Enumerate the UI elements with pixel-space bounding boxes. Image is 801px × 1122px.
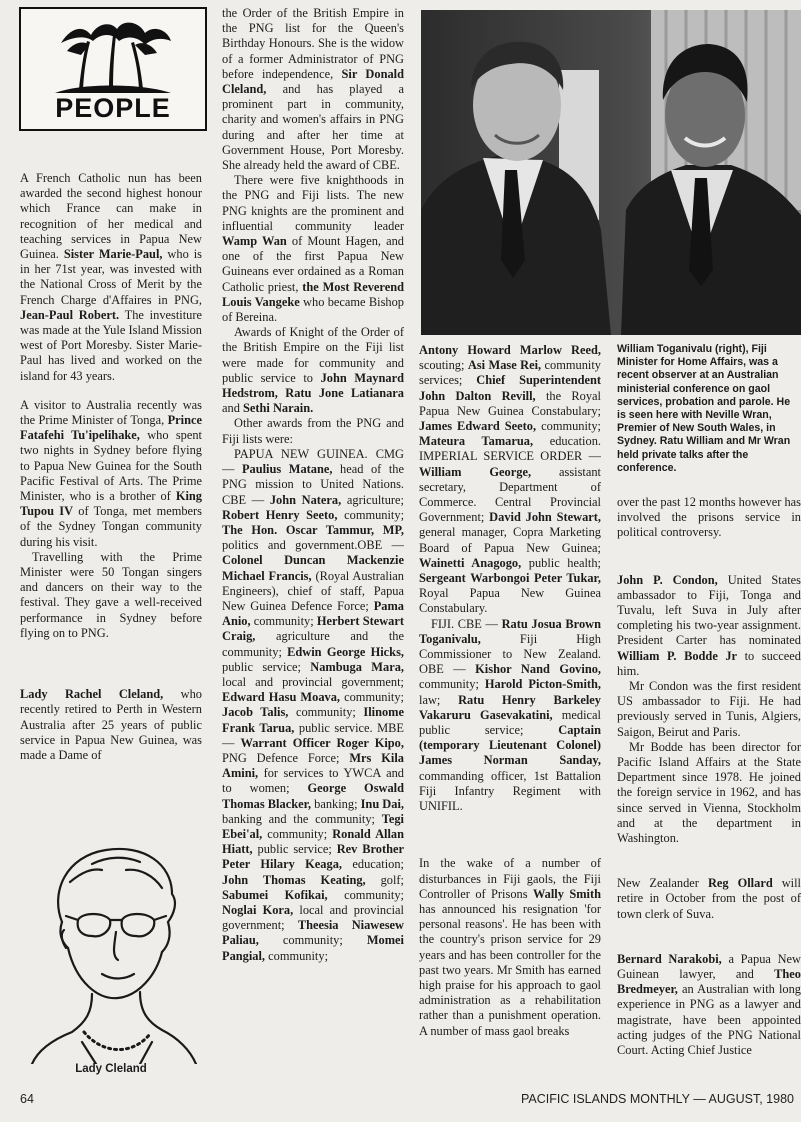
article-fiji-prisons-cont	[617, 495, 801, 541]
article-tonga-pm-cont	[20, 550, 202, 641]
body-text: community;	[340, 690, 404, 705]
name-highlight: William P. Bodde Jr	[617, 648, 738, 663]
name-highlight: Mateura Tamarua,	[419, 434, 534, 449]
body-text: Other awards from the PNG and Fiji lists were:	[222, 416, 404, 446]
name-highlight: Bernard Narakobi,	[617, 951, 722, 966]
name-highlight: Herbert Stewart Craig,	[222, 614, 404, 644]
name-highlight: Jacob Talis,	[222, 705, 289, 720]
name-highlight: Harold Picton-Smith,	[484, 677, 601, 692]
column-3	[419, 343, 601, 1088]
body-text: and	[222, 401, 243, 416]
body-text: Mr Condon was the first resident US ambassador to Fiji. He had previously served in Tunis, Algiers, Saigon, Beirut and Paris.	[617, 679, 801, 739]
name-highlight: Ratu Henry Barkeley Vakaruru Gasevakatini,	[419, 692, 601, 722]
body-text: of Tonga, met members of the Sydney Tongan community during his visit.	[20, 504, 202, 549]
name-highlight: Robert Henry Seeto,	[222, 507, 338, 522]
body-text: public service;	[252, 842, 337, 857]
section-header	[19, 7, 207, 131]
body-text: assistant secretary, Department of Commerce. Central Provincial Government;	[419, 464, 601, 525]
body-text: banking and the community;	[222, 811, 382, 826]
name-highlight: William George,	[419, 464, 532, 479]
article-condon	[617, 679, 801, 740]
page-number: 64	[20, 1092, 34, 1106]
name-highlight: Tegi Ebei'al,	[222, 811, 404, 841]
body-text: PAPUA NEW GUINEA. CMG —	[222, 446, 404, 477]
body-text: United States ambassador to Fiji, Tonga and Tuvalu, left Suva in July after completing his two-year assignment. President Carter has nominated	[617, 572, 801, 648]
name-highlight: John Natera,	[269, 492, 342, 507]
name-highlight: Reg Ollard	[707, 876, 773, 891]
body-text: who recently retired to Perth in Western Australia after 25 years of public service in Papua New Guinea, was made a Dame of	[20, 687, 202, 762]
body-text: Royal Papua New Guinea Constabulary.	[419, 586, 601, 616]
column-1	[20, 171, 202, 836]
body-text: education. IMPERIAL SERVICE ORDER —	[419, 434, 601, 464]
name-highlight: Nambuga Mara,	[310, 659, 404, 674]
column-2	[222, 6, 404, 1086]
name-highlight: Edwin George Hicks,	[287, 644, 404, 659]
body-text: FIJI. CBE —	[431, 616, 502, 631]
name-highlight: James Edward Seeto,	[419, 419, 537, 434]
name-highlight: John P. Condon,	[617, 572, 718, 587]
body-text: scouting;	[419, 358, 468, 373]
body-text: community;	[337, 507, 404, 522]
body-text: golf;	[365, 872, 404, 887]
body-text: The investiture was made at the Yule Island Mission west of Port Moresby. Sister Marie-Paul has lived and worked on the island for 43 years.	[20, 307, 202, 383]
name-highlight: Pama Anio,	[222, 598, 404, 629]
article-ollard	[617, 876, 801, 922]
body-text: to succeed him.	[617, 648, 801, 678]
body-text: local and provincial government;	[222, 674, 404, 689]
name-highlight: John Thomas Keating,	[222, 872, 366, 887]
body-text: community;	[250, 614, 317, 629]
name-highlight: Sir Donald Cleland,	[222, 66, 404, 97]
name-highlight: Wainetti Anagogo,	[419, 555, 522, 570]
body-text: education;	[341, 857, 404, 872]
name-highlight: Antony Howard Marlow Reed,	[419, 343, 601, 357]
article-judges	[617, 952, 801, 1058]
article-fiji-knights	[222, 325, 404, 416]
name-highlight: David John Stewart,	[489, 510, 601, 525]
body-text: for services to YWCA and to women;	[222, 766, 404, 796]
body-text: community;	[327, 887, 404, 902]
name-highlight: Ronald Allan Hiatt,	[222, 826, 404, 857]
body-text: public service. MBE —	[222, 720, 404, 750]
name-highlight: Warrant Officer Roger Kipo,	[240, 735, 404, 750]
name-highlight: Rev Brother Peter Hilary Keaga,	[222, 842, 404, 872]
body-text: an Australian with long experience in PNG as a lawyer and magistrate, have been appointed acting judges of the PNG National Court. Acting Chief Justice	[617, 982, 801, 1058]
photo-caption: William Toganivalu (right), Fiji Minister for Home Affairs, was a recent observer at an Australian ministerial conference on gaol services, probation and parole. He is seen here with Neville Wran, Premier of New South Wales, in Sydney. Ratu William and Mr Wran held private talks after the conference.	[617, 343, 791, 474]
body-text: commanding officer, 1st Battalion Fiji Infantry Regiment with UNIFIL.	[419, 768, 601, 814]
body-text: head of the PNG mission to United Nations. CBE —	[222, 462, 404, 507]
name-highlight: George Oswald Thomas Blacker,	[222, 781, 404, 811]
name-highlight: Prince Fatafehi Tu'ipelihake,	[20, 413, 202, 443]
publication-footer: PACIFIC ISLANDS MONTHLY — AUGUST, 1980	[521, 1092, 794, 1106]
column-4	[617, 495, 801, 1088]
name-highlight: the Most Reverend Louis Vangeke	[222, 279, 404, 309]
article-png-awards	[222, 447, 404, 964]
name-highlight: John Maynard Hedstrom, Ratu Jone Latianara	[222, 370, 404, 401]
body-text: agriculture and the community;	[222, 629, 404, 659]
lady-cleland-sketch	[22, 842, 200, 1064]
article-us-ambassador	[617, 573, 801, 679]
body-text: There were five knighthoods in the PNG and Fiji lists. The new PNG knights are the prominent and influential community leader	[222, 173, 404, 233]
name-highlight: Jean-Paul Robert.	[20, 307, 120, 322]
name-highlight: Chief Superintendent John Dalton Revill,	[419, 373, 601, 403]
article-french-nun	[20, 171, 202, 384]
sketch-caption: Lady Cleland	[75, 1063, 147, 1075]
article-png-awards-cont	[419, 343, 601, 617]
name-highlight: Colonel Duncan Mackenzie Michael Francis,	[222, 553, 404, 583]
body-text: of Mount Hagen, and one of the first Papua New Guineans ever ordained as a Roman Catholic priest,	[222, 234, 404, 294]
name-highlight: Wamp Wan	[222, 234, 287, 249]
body-text: Mr Bodde has been director for Pacific Island Affairs at the State Department since 1978. He joined the foreign service in 1962, and has since served in Vienna, Stockholm and at the department in Washington.	[617, 739, 801, 846]
body-text: community;	[262, 826, 333, 841]
body-text: will retire in October from the post of town clerk of Suva.	[617, 876, 801, 921]
name-highlight: Paulius Matane,	[241, 462, 333, 477]
body-text: community services;	[419, 358, 601, 388]
article-lady-cleland-cont	[222, 6, 404, 173]
name-highlight: The Hon. Oscar Tammur, MP,	[222, 522, 404, 537]
name-highlight: Inu Dai,	[360, 796, 404, 811]
name-highlight: Theo Bredmeyer,	[617, 967, 801, 997]
body-text: community;	[258, 933, 367, 948]
article-knighthoods	[222, 173, 404, 325]
article-fiji-awards	[419, 617, 601, 815]
body-text: a Papua New Guinean lawyer, and	[617, 951, 801, 982]
body-text: A visitor to Australia recently was the Prime Minister of Tonga,	[20, 397, 202, 428]
body-text: medical public service;	[419, 707, 601, 738]
body-text: Travelling with the Prime Minister were 50 Tongan singers and dancers on their way to the festival. They gave a well-received performance in Sydney before flying on to PNG.	[20, 549, 202, 640]
article-bodde	[617, 740, 801, 846]
page-title: PEOPLE	[55, 93, 171, 123]
body-text: community;	[419, 677, 485, 692]
body-text: Awards of Knight of the Order of the British Empire on the Fiji list were made for community and public service to	[222, 325, 404, 385]
body-text: over the past 12 months however has involved the prisons service in political controversy.	[617, 495, 801, 540]
body-text: community;	[265, 948, 329, 963]
body-text: who is in her 71st year, was invested with the National Cross of Merit by the French Charge d'Affaires in PNG,	[20, 247, 202, 307]
body-text: public health;	[521, 555, 601, 570]
body-text: local and provincial government;	[222, 902, 404, 933]
body-text: who spent two nights in Sydney before flying to Papua New Guinea for the South Pacific Festival of Arts. The Prime Minister, who is a brother of	[20, 428, 202, 504]
name-highlight: Wally Smith	[532, 886, 601, 901]
photo-toganivalu-wran	[421, 10, 801, 335]
body-text: banking;	[311, 796, 361, 811]
name-highlight: King Tupou IV	[20, 489, 202, 519]
body-text: and has played a prominent part in community, charity and women's affairs in PNG during and after her time at Government House, Port Moresby. She already held the award of CBE.	[222, 82, 404, 173]
body-text: has announced his resignation 'for personal reasons'. He has been with the country's prison service for 29 years and has been controller for the past two years. Mr Smith has earned high praise for his approach to gaol administration as a rehabilitation rather than a punishment operation. A number of mass gaol breaks	[419, 901, 601, 1038]
body-text: the Royal Papua New Guinea Constabulary;	[419, 388, 601, 418]
body-text: community;	[536, 419, 601, 434]
photo-image	[421, 10, 801, 335]
name-highlight: Noglai Kora,	[222, 902, 294, 917]
body-text: agriculture;	[341, 492, 404, 507]
name-highlight: Mrs Kila Amini,	[222, 750, 404, 781]
name-highlight: Ilinome Frank Tarua,	[222, 705, 404, 735]
name-highlight: Captain (temporary Lieutenant Colonel) James Norman Sanday,	[419, 723, 601, 768]
body-text: politics and government.OBE —	[222, 538, 404, 553]
body-text: Fiji High Commissioner to New Zealand. OBE —	[419, 631, 601, 677]
body-text: New Zealander	[617, 876, 708, 891]
name-highlight: Sergeant Warbongoi Peter Tukar,	[419, 571, 601, 586]
body-text: public service;	[222, 659, 311, 674]
name-highlight: Lady Rachel Cleland,	[20, 687, 164, 702]
body-text: A French Catholic nun has been awarded the second highest honour which France can make in recognition of her medical and teaching services in Papua New Guinea.	[20, 171, 202, 262]
body-text: (Royal Australian Engineers), chief of staff, Papua New Guinea Defence Force;	[222, 568, 404, 613]
name-highlight: Sister Marie-Paul,	[63, 247, 163, 262]
name-highlight: Sabumei Kofikai,	[222, 887, 328, 902]
article-other-awards-intro	[222, 416, 404, 446]
name-highlight: Momei Pangial,	[222, 933, 404, 963]
palm-trees-logo	[21, 11, 204, 95]
body-text: PNG Defence Force;	[222, 750, 350, 765]
body-text: law;	[419, 692, 459, 707]
body-text: who became Bishop of Bereina.	[222, 294, 404, 325]
body-text: In the wake of a number of disturbances in Fiji gaols, the Fiji Controller of Prisons	[419, 856, 601, 901]
article-lady-cleland	[20, 687, 202, 763]
body-text: community;	[288, 705, 364, 720]
article-tonga-pm	[20, 398, 202, 550]
name-highlight: Edward Hasu Moava,	[222, 690, 341, 705]
body-text: the Order of the British Empire in the PNG list for the Queen's Birthday Honours. She is the widow of a former Administrator of PNG before independence,	[222, 6, 404, 81]
name-highlight: Sethi Narain.	[243, 401, 314, 416]
name-highlight: Theesia Niawesew Paliau,	[222, 918, 404, 948]
name-highlight: Ratu Josua Brown Toganivalu,	[419, 616, 601, 646]
article-fiji-prisons	[419, 856, 601, 1038]
body-text: general manager, Copra Marketing Board of Papua New Guinea;	[419, 525, 601, 555]
name-highlight: Asi Mase Rei,	[467, 358, 542, 373]
name-highlight: Kishor Nand Govino,	[475, 662, 601, 677]
